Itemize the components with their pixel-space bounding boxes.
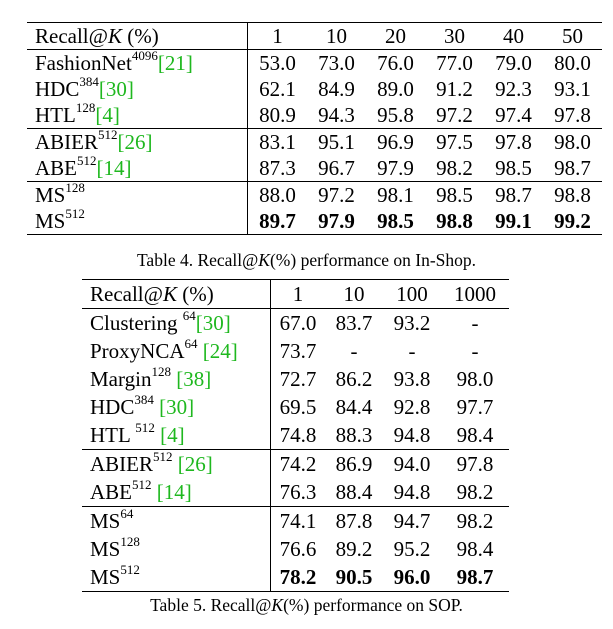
method-name: Margin	[90, 367, 152, 391]
table-5-row	[82, 563, 509, 592]
table-4-method-cell	[27, 182, 248, 209]
table-4-method-cell	[27, 155, 248, 182]
table-4-value-cell: 87.3	[259, 156, 296, 180]
table-4-value-cell: 98.8	[436, 209, 473, 233]
table-5-method-cell	[82, 507, 271, 536]
table-5-value-cell: 83.7	[335, 311, 373, 335]
table-4-value-cell: 97.8	[554, 103, 591, 127]
table-5-value-cell: 84.4	[335, 395, 373, 419]
table-5-method-cell	[82, 365, 271, 393]
table-4-value-cell: 97.2	[436, 103, 473, 127]
citation-link[interactable]: [14]	[151, 480, 192, 504]
table-4-value-cell: 83.1	[248, 129, 308, 156]
table-5-value-cell: 78.2	[279, 565, 317, 589]
table-5-method-cell	[82, 563, 271, 592]
table-4-value-cell: 94.3	[318, 103, 355, 127]
table-4-method-cell	[27, 50, 248, 77]
embedding-dim: 384	[134, 392, 154, 408]
method-name: HDC	[90, 395, 135, 419]
table-4-value-cell: 95.1	[307, 129, 366, 156]
table-4-value-cell: 95.8	[377, 103, 414, 127]
table-5-value-cell: 94.0	[383, 450, 441, 479]
table-5-method-cell	[82, 450, 271, 479]
table-5-col-header: 10	[325, 280, 383, 309]
embedding-dim: 64	[120, 506, 134, 522]
method-name: HTL	[90, 423, 136, 447]
table-5-row	[82, 421, 509, 450]
table-4-col-header: 20	[366, 23, 425, 50]
method-name: Clustering	[90, 311, 183, 335]
table-5-value-cell: 98.4	[456, 423, 494, 447]
table-4-value-cell: 97.4	[495, 103, 532, 127]
table-4-header-label: Recall@K (%)	[27, 23, 248, 50]
table-5-col-header: 1	[271, 280, 326, 309]
table-4-value-cell: 80.0	[554, 51, 591, 75]
table-5-header-label: Recall@K (%)	[82, 280, 271, 309]
table-5-value-cell: 67.0	[279, 311, 317, 335]
embedding-dim: 512	[65, 206, 85, 222]
method-name: MS	[90, 537, 121, 561]
table-4-value-cell: 98.0	[543, 129, 602, 156]
table-5-value-cell: 98.2	[456, 480, 494, 504]
table-4-method-cell	[27, 102, 248, 129]
table-5-method-cell	[82, 421, 271, 450]
table-5-value-cell: 93.2	[393, 311, 431, 335]
table-5-row	[82, 507, 509, 536]
citation-link[interactable]: [26]	[117, 130, 153, 154]
table-5-method-cell	[82, 478, 271, 507]
method-name: HDC	[35, 77, 80, 101]
table-4-col-header: 30	[425, 23, 484, 50]
table-4-value-cell: 99.2	[554, 209, 591, 233]
method-name: MS	[35, 209, 66, 233]
table-4-value-cell: 91.2	[436, 77, 473, 101]
citation-link[interactable]: [4]	[95, 103, 120, 127]
method-name: HTL	[35, 103, 76, 127]
table-5-value-cell: -	[471, 311, 479, 335]
table-4-value-cell: 77.0	[436, 51, 473, 75]
table-4-value-cell: 98.5	[425, 182, 484, 209]
table-4-grid	[27, 22, 602, 235]
table-4-value-cell: 99.1	[495, 209, 532, 233]
embedding-dim: 512	[98, 127, 118, 143]
citation-link[interactable]: [38]	[170, 367, 212, 391]
table-5-value-cell: -	[350, 339, 358, 363]
table-5-method-cell	[82, 535, 271, 563]
table-5	[82, 279, 509, 592]
table-4-value-cell: 79.0	[495, 51, 532, 75]
table-4-value-cell: 98.1	[366, 182, 425, 209]
table-4-method-cell	[27, 76, 248, 102]
table-5-value-cell: 90.5	[335, 565, 373, 589]
table-4-caption: Table 4. Recall@K(%) performance on In-Shop.	[136, 250, 477, 270]
embedding-dim: 512	[153, 449, 173, 465]
citation-link[interactable]: [26]	[172, 452, 213, 476]
table-4-col-header: 50	[543, 23, 602, 50]
embedding-dim: 512	[135, 420, 155, 436]
table-5-value-cell: 89.2	[335, 537, 373, 561]
table-5-method-cell	[82, 393, 271, 421]
table-5-value-cell: -	[471, 339, 479, 363]
embedding-dim: 512	[77, 153, 97, 169]
table-5-value-cell: 74.8	[279, 423, 317, 447]
embedding-dim: 512	[120, 562, 140, 578]
table-5-value-cell: 87.8	[325, 507, 383, 536]
table-4-row	[27, 155, 602, 182]
table-5-value-cell: 74.2	[271, 450, 326, 479]
table-4-method-cell	[27, 208, 248, 235]
table-5-value-cell: 92.8	[393, 395, 431, 419]
table-5-row	[82, 393, 509, 421]
table-4-value-cell: 97.2	[307, 182, 366, 209]
citation-link[interactable]: [30]	[98, 77, 134, 101]
table-4-value-cell: 73.0	[318, 51, 355, 75]
method-name: MS	[90, 509, 121, 533]
table-4-value-cell: 62.1	[259, 77, 296, 101]
embedding-dim: 512	[132, 477, 152, 493]
method-name: ABIER	[35, 130, 98, 154]
table-5-row	[82, 478, 509, 507]
table-4-col-header: 1	[248, 23, 308, 50]
table-5-value-cell: 74.1	[271, 507, 326, 536]
method-name: ABE	[35, 156, 77, 180]
table-5-value-cell: 88.4	[335, 480, 373, 504]
table-5-value-cell: -	[408, 339, 416, 363]
table-4-value-cell: 98.7	[554, 156, 591, 180]
table-4-row	[27, 129, 602, 156]
embedding-dim: 128	[65, 180, 85, 196]
method-name: FashionNet	[35, 51, 132, 75]
table-5-value-cell: 94.8	[393, 480, 431, 504]
citation-link[interactable]: [24]	[197, 339, 238, 363]
table-4	[27, 22, 602, 235]
embedding-dim: 384	[79, 74, 99, 90]
table-4-value-cell: 89.0	[377, 77, 414, 101]
table-5-value-cell: 98.0	[456, 367, 494, 391]
table-5-value-cell: 69.5	[279, 395, 317, 419]
table-4-value-cell: 98.5	[377, 209, 414, 233]
table-4-value-cell: 98.7	[484, 182, 543, 209]
table-4-value-cell: 97.5	[425, 129, 484, 156]
table-5-value-cell: 72.7	[279, 367, 317, 391]
table-4-value-cell: 53.0	[259, 51, 296, 75]
table-4-value-cell: 96.9	[366, 129, 425, 156]
method-name: MS	[90, 565, 121, 589]
table-5-method-cell	[82, 337, 271, 365]
table-4-value-cell: 89.7	[259, 209, 296, 233]
table-4-row	[27, 76, 602, 102]
table-4-value-cell: 80.9	[259, 103, 296, 127]
table-4-value-cell: 98.8	[543, 182, 602, 209]
table-4-method-cell	[27, 129, 248, 156]
method-name: ABE	[90, 480, 132, 504]
table-5-value-cell: 97.8	[441, 450, 509, 479]
table-5-value-cell: 76.6	[279, 537, 317, 561]
table-5-value-cell: 96.0	[393, 565, 431, 589]
table-5-row	[82, 365, 509, 393]
table-4-value-cell: 97.9	[377, 156, 414, 180]
table-4-value-cell: 76.0	[377, 51, 414, 75]
citation-link[interactable]: [14]	[96, 156, 132, 180]
table-5-value-cell: 98.4	[456, 537, 494, 561]
citation-link[interactable]: [21]	[157, 51, 193, 75]
table-4-row	[27, 50, 602, 77]
table-4-row	[27, 102, 602, 129]
embedding-dim: 128	[120, 534, 140, 550]
table-5-col-header: 1000	[441, 280, 509, 309]
embedding-dim: 128	[151, 364, 171, 380]
table-4-value-cell: 97.8	[484, 129, 543, 156]
citation-link[interactable]: [30]	[153, 395, 195, 419]
table-5-value-cell: 73.7	[279, 339, 317, 363]
table-4-value-cell: 98.5	[495, 156, 532, 180]
table-5-row	[82, 535, 509, 563]
table-4-value-cell: 88.0	[248, 182, 308, 209]
embedding-dim: 4096	[131, 48, 158, 64]
embedding-dim: 64	[182, 308, 196, 324]
citation-link[interactable]: [30]	[195, 311, 231, 335]
table-5-row	[82, 450, 509, 479]
table-4-header-row	[27, 23, 602, 50]
table-5-method-cell	[82, 309, 271, 338]
table-5-row	[82, 309, 509, 338]
table-5-value-cell: 94.8	[393, 423, 431, 447]
table-5-row	[82, 337, 509, 365]
table-5-col-header: 100	[383, 280, 441, 309]
table-4-value-cell: 93.1	[554, 77, 591, 101]
table-4-row	[27, 208, 602, 235]
table-4-value-cell: 96.7	[318, 156, 355, 180]
method-name: MS	[35, 183, 66, 207]
table-5-value-cell: 94.7	[383, 507, 441, 536]
method-name: ProxyNCA	[90, 339, 185, 363]
table-5-value-cell: 88.3	[335, 423, 373, 447]
table-4-value-cell: 84.9	[318, 77, 355, 101]
table-4-value-cell: 98.2	[436, 156, 473, 180]
table-5-value-cell: 98.2	[441, 507, 509, 536]
method-name: ABIER	[90, 452, 153, 476]
table-4-value-cell: 92.3	[495, 77, 532, 101]
citation-link[interactable]: [4]	[154, 423, 185, 447]
table-4-value-cell: 97.9	[318, 209, 355, 233]
table-5-value-cell: 86.2	[335, 367, 373, 391]
table-4-col-header: 40	[484, 23, 543, 50]
table-5-value-cell: 76.3	[279, 480, 317, 504]
table-5-grid	[82, 279, 509, 592]
embedding-dim: 64	[184, 336, 198, 352]
table-4-col-header: 10	[307, 23, 366, 50]
embedding-dim: 128	[75, 100, 96, 116]
table-5-header-row	[82, 280, 509, 309]
table-5-value-cell: 97.7	[456, 395, 494, 419]
table-5-caption: Table 5. Recall@K(%) performance on SOP.	[150, 595, 463, 615]
table-5-value-cell: 93.8	[393, 367, 431, 391]
table-4-row	[27, 182, 602, 209]
table-5-value-cell: 95.2	[393, 537, 431, 561]
table-5-value-cell: 98.7	[456, 565, 494, 589]
table-5-value-cell: 86.9	[325, 450, 383, 479]
